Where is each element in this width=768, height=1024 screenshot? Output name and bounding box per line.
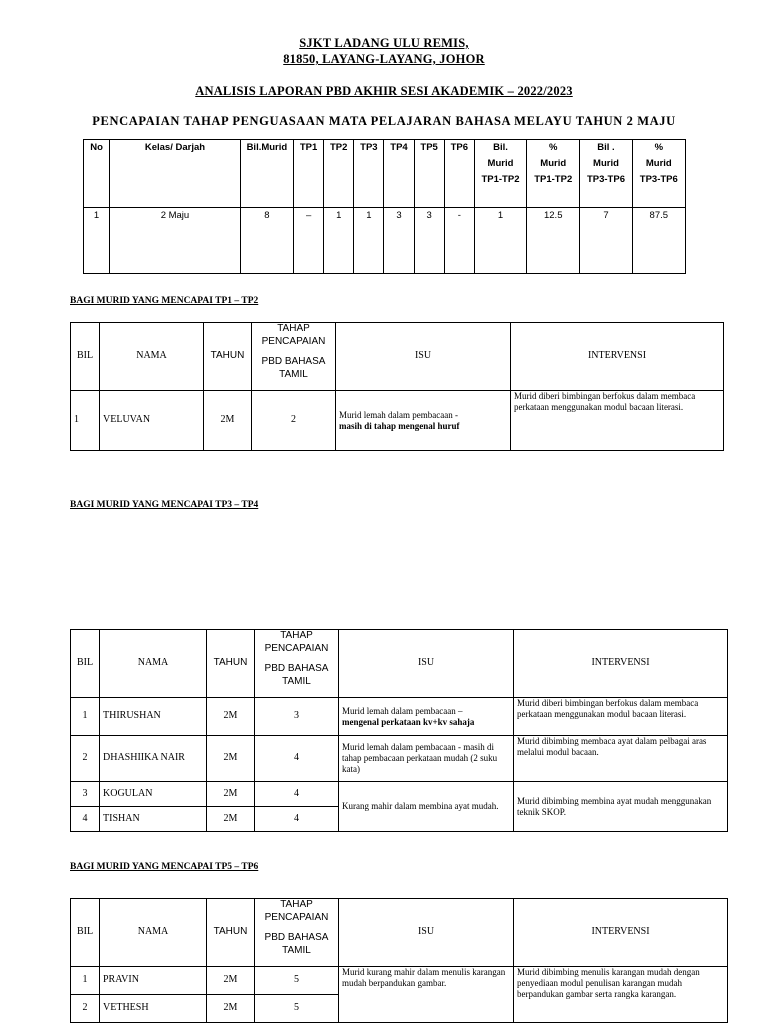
section1-title: BAGI MURID YANG MENCAPAI TP1 – TP2	[70, 296, 259, 306]
header-tahap-d: TAMIL	[282, 944, 311, 956]
cell-tahun: 2M	[207, 807, 255, 832]
cell-nama: TISHAN	[100, 807, 207, 832]
section2-header-row	[71, 630, 728, 698]
cell-bil: 1	[71, 698, 100, 736]
cell-nama: KOGULAN	[100, 782, 207, 807]
header-pct-tp12-c: TP1-TP2	[534, 173, 573, 185]
header-bil-murid: Bil.Murid	[240, 140, 293, 208]
section3-header-row	[71, 899, 728, 967]
section2-table	[70, 629, 728, 832]
header-tahap-b: PENCAPAIAN	[261, 335, 326, 347]
cell-tp: 5	[255, 967, 339, 995]
cell-tp: 4	[255, 736, 339, 782]
summary-header-row	[84, 140, 686, 208]
cell-tahun: 2M	[207, 782, 255, 807]
cell-tp: 4	[255, 807, 339, 832]
header-tahap-c: PBD BAHASA	[264, 932, 329, 943]
header-isu: ISU	[339, 630, 514, 698]
header-tp6: TP6	[444, 140, 474, 208]
cell-bil: 2	[71, 736, 100, 782]
header-bil-tp12-c: TP1-TP2	[481, 173, 520, 185]
header-bil: BIL	[71, 630, 100, 698]
header-tp4: TP4	[384, 140, 414, 208]
table-row	[71, 698, 728, 736]
header-isu: ISU	[339, 899, 514, 967]
header-pct-tp12	[527, 140, 580, 208]
header-tp2: TP2	[324, 140, 354, 208]
header-nama: NAMA	[100, 323, 204, 391]
header-kelas: Kelas/ Darjah	[110, 140, 241, 208]
section3-title: BAGI MURID YANG MENCAPAI TP5 – TP6	[70, 862, 259, 872]
header-tahap-b: PENCAPAIAN	[264, 911, 329, 923]
cell-tahun: 2M	[204, 391, 252, 451]
cell-tahun: 2M	[207, 995, 255, 1023]
cell-intervensi: Murid diberi bimbingan berfokus dalam membaca perkataan menggunakan modul bacaan literasi.	[514, 698, 728, 736]
cell-kelas: 2 Maju	[110, 208, 241, 274]
cell-tp: 2	[252, 391, 336, 451]
cell-nama: DHASHIIKA NAIR	[100, 736, 207, 782]
header-pct-tp36-b: Murid	[645, 157, 672, 169]
header-no: No	[84, 140, 110, 208]
cell-isu-a: Murid lemah dalam pembacaan -	[339, 409, 458, 420]
cell-tp: 3	[255, 698, 339, 736]
header-tahap	[255, 630, 339, 698]
section3-table	[70, 898, 728, 1023]
cell-pct-tp36: 87.5	[632, 208, 685, 274]
cell-tp3: 1	[354, 208, 384, 274]
header-bil-tp12-b: Murid	[487, 157, 514, 169]
cell-bil: 1	[71, 391, 100, 451]
cell-nama: PRAVIN	[100, 967, 207, 995]
cell-tp: 4	[255, 782, 339, 807]
cell-bil: 3	[71, 782, 100, 807]
header-tahun: TAHUN	[207, 630, 255, 698]
header-tahun: TAHUN	[204, 323, 252, 391]
cell-isu-a: Murid lemah dalam pembacaan –	[342, 705, 463, 716]
cell-nama: THIRUSHAN	[100, 698, 207, 736]
header-pct-tp36	[632, 140, 685, 208]
header-tahap-d: TAMIL	[279, 368, 308, 380]
header-tp3: TP3	[354, 140, 384, 208]
cell-bil: 4	[71, 807, 100, 832]
cell-bil-tp36: 7	[580, 208, 632, 274]
cell-isu-b: mengenal perkataan kv+kv sahaja	[342, 716, 475, 727]
header-tahap-b: PENCAPAIAN	[264, 642, 329, 654]
report-subtitle: PENCAPAIAN TAHAP PENGUASAAN MATA PELAJARAN BAHASA MELAYU TAHUN 2 MAJU	[92, 114, 676, 128]
cell-intervensi-merged: Murid dibimbing menulis karangan mudah dengan penyediaan modul penulisan karangan mudah berpandukan gambar serta rangka karangan.	[514, 967, 728, 1023]
cell-tp2: 1	[324, 208, 354, 274]
cell-isu-merged: Murid kurang mahir dalam menulis karangan mudah berpandukan gambar.	[339, 967, 514, 1023]
cell-bil-murid: 8	[240, 208, 293, 274]
section1-header-row	[71, 323, 724, 391]
header-bil-tp36-c: TP3-TP6	[586, 173, 625, 185]
header-bil-tp36-b: Murid	[593, 157, 619, 169]
school-address: 81850, LAYANG-LAYANG, JOHOR	[283, 52, 485, 66]
cell-tahun: 2M	[207, 967, 255, 995]
header-pct-tp36-c: TP3-TP6	[639, 173, 678, 185]
header-tp5: TP5	[414, 140, 444, 208]
header-tahap-a: TAHAP	[280, 630, 313, 641]
cell-isu	[336, 391, 511, 451]
cell-tp4: 3	[384, 208, 414, 274]
cell-intervensi: Murid diberi bimbingan berfokus dalam membaca perkataan menggunakan modul bacaan literasi.	[511, 391, 724, 451]
cell-pct-tp12: 12.5	[527, 208, 580, 274]
header-intervensi: INTERVENSI	[514, 630, 728, 698]
cell-bil-tp12: 1	[474, 208, 526, 274]
cell-isu	[339, 698, 514, 736]
cell-nama: VELUVAN	[100, 391, 204, 451]
header-tahap-a: TAHAP	[280, 899, 313, 910]
header-bil-tp36-a: Bil .	[597, 142, 615, 153]
header-bil-tp36	[580, 140, 632, 208]
header-nama: NAMA	[100, 899, 207, 967]
cell-tahun: 2M	[207, 736, 255, 782]
header-tp1: TP1	[294, 140, 324, 208]
header-intervensi: INTERVENSI	[514, 899, 728, 967]
header-tahap-c: PBD BAHASA	[261, 356, 326, 367]
header-tahun: TAHUN	[207, 899, 255, 967]
cell-tp6: -	[444, 208, 474, 274]
cell-no: 1	[84, 208, 110, 274]
header-nama: NAMA	[100, 630, 207, 698]
cell-bil: 1	[71, 967, 100, 995]
cell-bil: 2	[71, 995, 100, 1023]
report-title: ANALISIS LAPORAN PBD AKHIR SESI AKADEMIK – 2022/2023	[195, 84, 573, 98]
header-bil-tp12-a: Bil.	[493, 142, 508, 153]
cell-tahun: 2M	[207, 698, 255, 736]
summary-data-row	[84, 208, 686, 274]
school-name: SJKT LADANG ULU REMIS,	[299, 36, 469, 50]
table-row	[71, 736, 728, 782]
header-intervensi: INTERVENSI	[511, 323, 724, 391]
header-pct-tp12-b: Murid	[540, 157, 567, 169]
cell-isu-b: masih di tahap mengenal huruf	[339, 420, 460, 431]
section1-table	[70, 322, 724, 451]
table-row	[71, 391, 724, 451]
section2-title: BAGI MURID YANG MENCAPAI TP3 – TP4	[70, 500, 259, 510]
summary-table	[83, 139, 686, 274]
cell-intervensi: Murid dibimbing membaca ayat dalam pelbagai aras melalui modul bacaan.	[514, 736, 728, 782]
table-row	[71, 967, 728, 995]
header-bil: BIL	[71, 899, 100, 967]
header-isu: ISU	[336, 323, 511, 391]
header-tahap-a: TAHAP	[277, 323, 310, 334]
header-tahap-d: TAMIL	[282, 675, 311, 687]
cell-tp: 5	[255, 995, 339, 1023]
cell-intervensi-merged: Murid dibimbing membina ayat mudah menggunakan teknik SKOP.	[514, 782, 728, 832]
header-tahap	[252, 323, 336, 391]
header-tahap	[255, 899, 339, 967]
header-bil: BIL	[71, 323, 100, 391]
cell-tp1: –	[294, 208, 324, 274]
header-pct-tp12-a: %	[549, 142, 558, 153]
cell-nama: VETHESH	[100, 995, 207, 1023]
cell-isu: Murid lemah dalam pembacaan - masih di tahap pembacaan perkataan mudah (2 suku kata)	[339, 736, 514, 782]
header-tahap-c: PBD BAHASA	[264, 663, 329, 674]
cell-tp5: 3	[414, 208, 444, 274]
header-pct-tp36-a: %	[654, 142, 664, 153]
cell-isu-merged: Kurang mahir dalam membina ayat mudah.	[339, 782, 514, 832]
header-bil-tp12	[474, 140, 526, 208]
table-row	[71, 782, 728, 807]
